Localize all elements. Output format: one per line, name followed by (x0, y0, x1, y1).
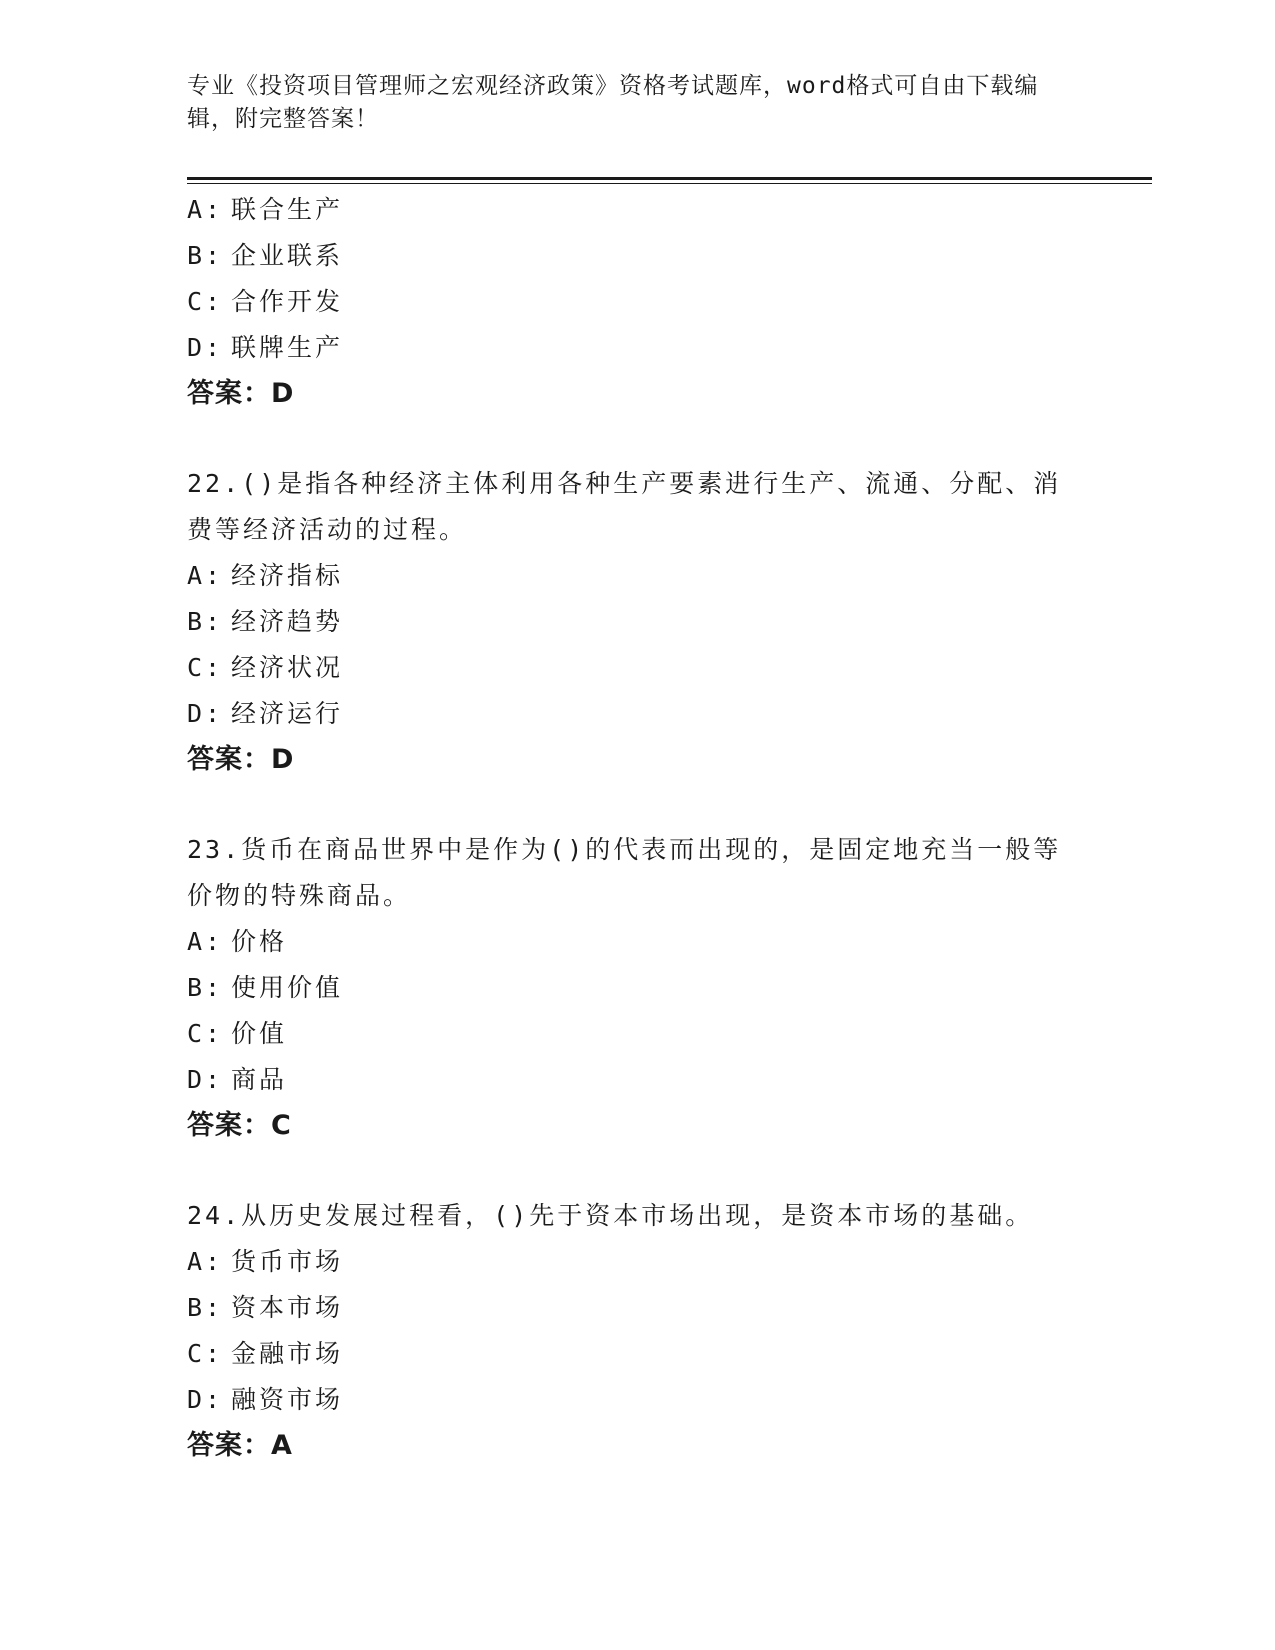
answer-line: 答案：D (187, 378, 295, 409)
answer-line: 答案：D (187, 744, 295, 775)
option-b: B: 企业联系 (187, 241, 344, 270)
option-a: A: 价格 (187, 927, 288, 956)
header-line-2: 辑，附完整答案！ (187, 106, 379, 132)
option-d: D: 联牌生产 (187, 333, 344, 362)
header-divider-thick (187, 177, 1152, 180)
option-a: A: 经济指标 (187, 561, 344, 590)
question-list (187, 187, 1087, 1469)
header-divider-thin (187, 183, 1152, 184)
question-22 (187, 461, 1087, 783)
question-21-continued (187, 187, 1087, 417)
option-c: C: 价值 (187, 1019, 288, 1048)
question-stem: 22.()是指各种经济主体利用各种生产要素进行生产、流通、分配、消 费等经济活动的过程。 (187, 469, 1062, 544)
question-24 (187, 1193, 1087, 1469)
document-header (187, 70, 1067, 136)
option-d: D: 融资市场 (187, 1385, 344, 1414)
option-c: C: 金融市场 (187, 1339, 344, 1368)
option-c: C: 经济状况 (187, 653, 344, 682)
answer-line: 答案：C (187, 1110, 292, 1141)
option-a: A: 货币市场 (187, 1247, 344, 1276)
answer-line: 答案：A (187, 1430, 293, 1461)
option-a: A: 联合生产 (187, 195, 344, 224)
question-stem: 24.从历史发展过程看，()先于资本市场出现，是资本市场的基础。 (187, 1201, 1034, 1230)
option-c: C: 合作开发 (187, 287, 344, 316)
option-b: B: 资本市场 (187, 1293, 344, 1322)
question-23 (187, 827, 1087, 1149)
question-stem: 23.货币在商品世界中是作为()的代表而出现的，是固定地充当一般等 价物的特殊商品。 (187, 835, 1062, 910)
option-d: D: 经济运行 (187, 699, 344, 728)
option-d: D: 商品 (187, 1065, 288, 1094)
header-line-1: 专业《投资项目管理师之宏观经济政策》资格考试题库，word格式可自由下载编 (187, 73, 1039, 99)
option-b: B: 使用价值 (187, 973, 344, 1002)
option-b: B: 经济趋势 (187, 607, 344, 636)
